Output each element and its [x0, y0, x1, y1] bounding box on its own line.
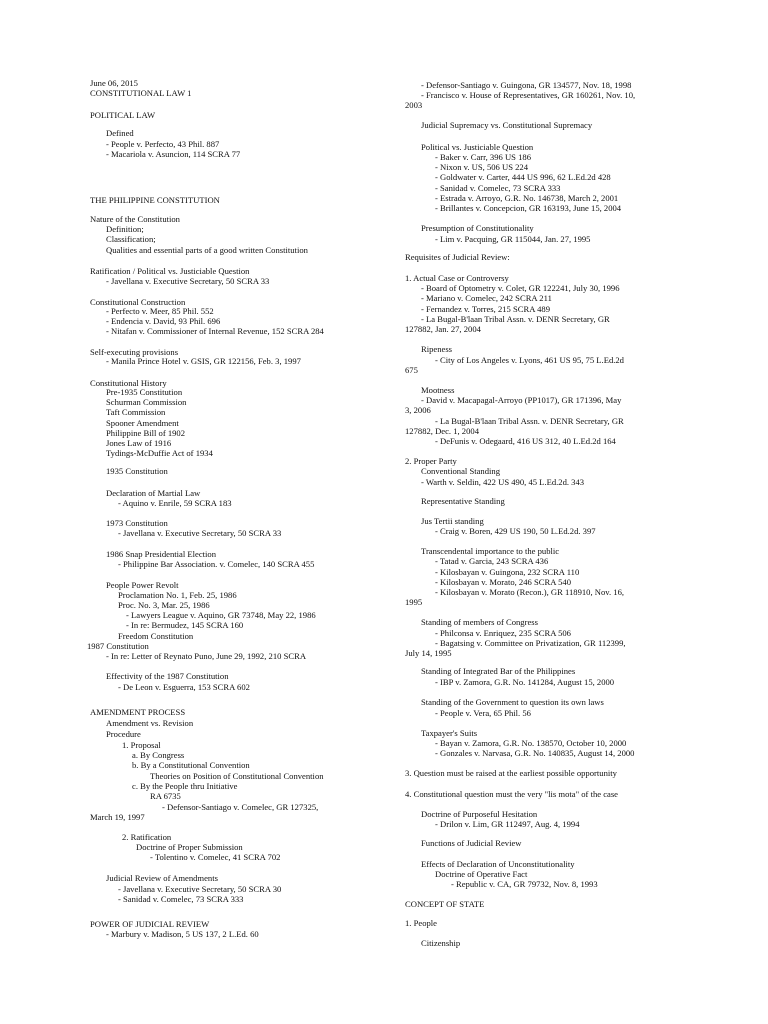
right-line-675: 675	[405, 365, 418, 375]
left-line-philippine-bar-association-v-comelec-140: - Philippine Bar Association. v. Comelec, 140 SCRA 455	[118, 559, 315, 569]
right-line-ibp-v-zamora-g-r-no-141284-august-15-200: - IBP v. Zamora, G.R. No. 141284, August 15, 2000	[435, 677, 615, 687]
left-line-javellana-v-executive-secretary-50-scra-: - Javellana v. Executive Secretary, 50 SCRA 30	[118, 884, 282, 894]
left-line-1987-constitution: 1987 Constitution	[87, 641, 149, 651]
left-line-1-proposal: 1. Proposal	[122, 740, 161, 750]
left-line-theories-on-position-of-constitutional-c: Theories on Position of Constitutional Convention	[150, 771, 324, 781]
right-line-1995: 1995	[405, 597, 423, 607]
left-line-constitutional-construction: Constitutional Construction	[90, 297, 186, 307]
right-line-3-2006: 3, 2006	[405, 405, 431, 415]
right-line-tatad-v-garcia-243-scra-436: - Tatad v. Garcia, 243 SCRA 436	[435, 556, 549, 566]
right-line-standing-of-the-government-to-question-i: Standing of the Government to question its own laws	[421, 697, 604, 707]
right-line-estrada-v-arroyo-g-r-no-146738-march-2-2: - Estrada v. Arroyo, G.R. No. 146738, March 2, 2001	[435, 193, 619, 203]
right-line-philconsa-v-enriquez-235-scra-506: - Philconsa v. Enriquez, 235 SCRA 506	[435, 628, 571, 638]
right-line-conventional-standing: Conventional Standing	[421, 466, 501, 476]
left-line-2-ratification: 2. Ratification	[122, 832, 172, 842]
right-line-presumption-of-constitutionality: Presumption of Constitutionality	[421, 223, 534, 233]
left-line-in-re-bermudez-145-scra-160: - In re: Bermudez, 145 SCRA 160	[126, 620, 244, 630]
left-line-constitutional-history: Constitutional History	[90, 378, 167, 388]
right-line-craig-v-boren-429-us-190-50-l-ed-2d-397: - Craig v. Boren, 429 US 190, 50 L.Ed.2d. 397	[435, 526, 596, 536]
right-line-functions-of-judicial-review: Functions of Judicial Review	[421, 838, 522, 848]
left-line-amendment-vs-revision: Amendment vs. Revision	[106, 718, 194, 728]
left-line-a-by-congress: a. By Congress	[132, 750, 185, 760]
right-line-1-actual-case-or-controversy: 1. Actual Case or Controversy	[405, 273, 509, 283]
left-line-ra-6735: RA 6735	[150, 791, 181, 801]
left-line-manila-prince-hotel-v-gsis-gr-122156-feb: - Manila Prince Hotel v. GSIS, GR 122156, Feb. 3, 1997	[106, 356, 301, 366]
left-line-judicial-review-of-amendments: Judicial Review of Amendments	[106, 873, 218, 883]
right-line-concept-of-state: CONCEPT OF STATE	[405, 899, 485, 909]
left-line-procedure: Procedure	[106, 729, 141, 739]
left-line-people-v-perfecto-43-phil-887: - People v. Perfecto, 43 Phil. 887	[106, 139, 220, 149]
left-line-taft-commission: Taft Commission	[106, 407, 166, 417]
right-line-4-constitutional-question-must-the-very-: 4. Constitutional question must the very "lis mota" of the case	[405, 789, 618, 799]
right-line-francisco-v-house-of-representatives-gr-: - Francisco v. House of Representatives, GR 160261, Nov. 10,	[421, 90, 636, 100]
left-line-amendment-process: AMENDMENT PROCESS	[90, 707, 186, 717]
left-line-jones-law-of-1916: Jones Law of 1916	[106, 438, 172, 448]
left-line-tydings-mcduffie-act-of-1934: Tydings-McDuffie Act of 1934	[106, 448, 213, 458]
left-line-effectivity-of-the-1987-constitution: Effectivity of the 1987 Constitution	[106, 671, 229, 681]
left-line-declaration-of-martial-law: Declaration of Martial Law	[106, 488, 201, 498]
right-line-kilosbayan-v-morato-recon-gr-118910-nov-: - Kilosbayan v. Morato (Recon.), GR 118910, Nov. 16,	[435, 587, 625, 597]
right-line-3-question-must-be-raised-at-the-earlies: 3. Question must be raised at the earliest possible opportunity	[405, 768, 617, 778]
right-line-defunis-v-odegaard-416-us-312-40-l-ed-2d: - DeFunis v. Odegaard, 416 US 312, 40 L.Ed.2d 164	[435, 436, 616, 446]
right-line-taxpayer-s-suits: Taxpayer's Suits	[421, 728, 478, 738]
left-line-ratification-political-vs-justiciable-qu: Ratification / Political vs. Justiciable Question	[90, 266, 250, 276]
left-line-classification: Classification;	[106, 234, 156, 244]
left-line-philippine-bill-of-1902: Philippine Bill of 1902	[106, 428, 186, 438]
left-line-aquino-v-enrile-59-scra-183: - Aquino v. Enrile, 59 SCRA 183	[118, 498, 232, 508]
right-line-goldwater-v-carter-444-us-996-62-l-ed-2d: - Goldwater v. Carter, 444 US 996, 62 L.Ed.2d 428	[435, 172, 611, 182]
left-line-de-leon-v-esguerra-153-scra-602: - De Leon v. Esguerra, 153 SCRA 602	[118, 682, 250, 692]
right-line-drilon-v-lim-gr-112497-aug-4-1994: - Drilon v. Lim, GR 112497, Aug. 4, 1994	[435, 819, 580, 829]
right-line-jus-tertii-standing: Jus Tertii standing	[421, 516, 484, 526]
right-line-july-14-1995: July 14, 1995	[405, 648, 452, 658]
right-line-doctrine-of-purposeful-hesitation: Doctrine of Purposeful Hesitation	[421, 809, 538, 819]
right-line-david-v-macapagal-arroyo-pp1017-gr-17139: - David v. Macapagal-Arroyo (PP1017), GR 171396, May	[421, 395, 622, 405]
left-line-defined: Defined	[106, 128, 134, 138]
left-line-1986-snap-presidential-election: 1986 Snap Presidential Election	[106, 549, 217, 559]
right-line-ripeness: Ripeness	[421, 344, 453, 354]
right-line-lim-v-pacquing-gr-115044-jan-27-1995: - Lim v. Pacquing, GR 115044, Jan. 27, 1995	[435, 234, 591, 244]
left-line-defensor-santiago-v-comelec-gr-127325: - Defensor-Santiago v. Comelec, GR 127325,	[162, 802, 319, 812]
left-line-people-power-revolt: People Power Revolt	[106, 580, 179, 590]
right-line-people-v-vera-65-phil-56: - People v. Vera, 65 Phil. 56	[435, 708, 531, 718]
left-line-lawyers-league-v-aquino-gr-73748-may-22-: - Lawyers League v. Aquino, GR 73748, May 22, 1986	[126, 610, 316, 620]
right-line-bagatsing-v-committee-on-privatization-g: - Bagatsing v. Committee on Privatization, GR 112399,	[435, 638, 626, 648]
left-line-freedom-constitution: Freedom Constitution	[118, 631, 194, 641]
right-line-board-of-optometry-v-colet-gr-122241-jul: - Board of Optometry v. Colet, GR 122241, July 30, 1996	[421, 283, 620, 293]
right-line-gonzales-v-narvasa-g-r-no-140835-august-: - Gonzales v. Narvasa, G.R. No. 140835, August 14, 2000	[435, 748, 635, 758]
right-line-la-bugal-b-laan-tribal-assn-v-denr-secre: - La Bugal-B'laan Tribal Assn. v. DENR Secretary, GR	[421, 314, 610, 324]
left-line-constitutional-law-1: CONSTITUTIONAL LAW 1	[90, 88, 192, 98]
right-line-mariano-v-comelec-242-scra-211: - Mariano v. Comelec, 242 SCRA 211	[421, 293, 552, 303]
right-line-kilosbayan-v-guingona-232-scra-110: - Kilosbayan v. Guingona, 232 SCRA 110	[435, 567, 580, 577]
left-line-nature-of-the-constitution: Nature of the Constitution	[90, 214, 180, 224]
left-line-1973-constitution: 1973 Constitution	[106, 518, 168, 528]
left-line-proclamation-no-1-feb-25-1986: Proclamation No. 1, Feb. 25, 1986	[118, 590, 237, 600]
left-line-marbury-v-madison-5-us-137-2-l-ed-60: - Marbury v. Madison, 5 US 137, 2 L.Ed. 60	[106, 929, 259, 939]
right-line-1-people: 1. People	[405, 918, 437, 928]
left-line-1935-constitution: 1935 Constitution	[106, 466, 168, 476]
right-line-standing-of-members-of-congress: Standing of members of Congress	[421, 617, 538, 627]
left-line-power-of-judicial-review: POWER OF JUDICIAL REVIEW	[90, 919, 210, 929]
right-line-citizenship: Citizenship	[421, 938, 461, 948]
right-line-baker-v-carr-396-us-186: - Baker v. Carr, 396 US 186	[435, 152, 531, 162]
right-line-fernandez-v-torres-215-scra-489: - Fernandez v. Torres, 215 SCRA 489	[421, 304, 551, 314]
right-line-2003: 2003	[405, 100, 423, 110]
left-line-tolentino-v-comelec-41-scra-702: - Tolentino v. Comelec, 41 SCRA 702	[150, 852, 281, 862]
left-line-definition: Definition;	[106, 224, 144, 234]
right-line-defensor-santiago-v-guingona-gr-134577-n: - Defensor-Santiago v. Guingona, GR 134577, Nov. 18, 1998	[421, 80, 632, 90]
left-line-javellana-v-executive-secretary-50-scra-: - Javellana v. Executive Secretary, 50 SCRA 33	[106, 276, 270, 286]
right-line-requisites-of-judicial-review: Requisites of Judicial Review:	[405, 252, 510, 262]
right-line-127882-dec-1-2004: 127882, Dec. 1, 2004	[405, 426, 479, 436]
left-line-political-law: POLITICAL LAW	[90, 110, 156, 120]
left-line-the-philippine-constitution: THE PHILIPPINE CONSTITUTION	[90, 195, 220, 205]
left-line-schurman-commission: Schurman Commission	[106, 397, 187, 407]
right-line-la-bugal-b-laan-tribal-assn-v-denr-secre: - La Bugal-B'laan Tribal Assn. v. DENR Secretary, GR	[435, 416, 624, 426]
left-line-in-re-letter-of-reynato-puno-june-29-199: - In re: Letter of Reynato Puno, June 29, 1992, 210 SCRA	[106, 651, 307, 661]
left-line-b-by-a-constitutional-convention: b. By a Constitutional Convention	[132, 760, 250, 770]
left-line-june-06-2015: June 06, 2015	[90, 78, 138, 88]
right-line-representative-standing: Representative Standing	[421, 496, 505, 506]
left-line-nitafan-v-commissioner-of-internal-reven: - Nitafan v. Commissioner of Internal Revenue, 152 SCRA 284	[106, 326, 324, 336]
left-line-qualities-and-essential-parts-of-a-good-: Qualities and essential parts of a good written Constitution	[106, 245, 308, 255]
right-line-transcendental-importance-to-the-public: Transcendental importance to the public	[421, 546, 560, 556]
right-line-republic-v-ca-gr-79732-nov-8-1993: - Republic v. CA, GR 79732, Nov. 8, 1993	[451, 879, 598, 889]
left-line-perfecto-v-meer-85-phil-552: - Perfecto v. Meer, 85 Phil. 552	[106, 306, 214, 316]
right-line-judicial-supremacy-vs-constitutional-sup: Judicial Supremacy vs. Constitutional Supremacy	[421, 120, 593, 130]
right-line-bayan-v-zamora-g-r-no-138570-october-10-: - Bayan v. Zamora, G.R. No. 138570, October 10, 2000	[435, 738, 627, 748]
right-line-political-vs-justiciable-question: Political vs. Justiciable Question	[421, 142, 534, 152]
left-line-doctrine-of-proper-submission: Doctrine of Proper Submission	[136, 842, 243, 852]
right-line-sanidad-v-comelec-73-scra-333: - Sanidad v. Comelec, 73 SCRA 333	[435, 183, 561, 193]
left-line-march-19-1997: March 19, 1997	[90, 812, 145, 822]
right-line-127882-jan-27-2004: 127882, Jan. 27, 2004	[405, 324, 481, 334]
left-line-c-by-the-people-thru-initiative: c. By the People thru Initiative	[132, 781, 238, 791]
right-line-warth-v-seldin-422-us-490-45-l-ed-2d-343: - Warth v. Seldin, 422 US 490, 45 L.Ed.2d. 343	[421, 477, 585, 487]
right-line-mootness: Mootness	[421, 385, 455, 395]
left-line-pre-1935-constitution: Pre-1935 Constitution	[106, 387, 183, 397]
right-line-brillantes-v-concepcion-gr-163193-june-1: - Brillantes v. Concepcion, GR 163193, June 15, 2004	[435, 203, 622, 213]
left-line-javellana-v-executive-secretary-50-scra-: - Javellana v. Executive Secretary, 50 SCRA 33	[118, 528, 282, 538]
right-line-effects-of-declaration-of-unconstitution: Effects of Declaration of Unconstitutionality	[421, 859, 575, 869]
right-line-doctrine-of-operative-fact: Doctrine of Operative Fact	[435, 869, 528, 879]
left-line-self-executing-provisions: Self-executing provisions	[90, 347, 179, 357]
right-line-standing-of-integrated-bar-of-the-philip: Standing of Integrated Bar of the Philippines	[421, 666, 576, 676]
left-line-proc-no-3-mar-25-1986: Proc. No. 3, Mar. 25, 1986	[118, 600, 210, 610]
left-line-spooner-amendment: Spooner Amendment	[106, 418, 179, 428]
left-line-endencia-v-david-93-phil-696: - Endencia v. David, 93 Phil. 696	[106, 316, 221, 326]
left-line-sanidad-v-comelec-73-scra-333: - Sanidad v. Comelec, 73 SCRA 333	[118, 894, 244, 904]
right-line-city-of-los-angeles-v-lyons-461-us-95-75: - City of Los Angeles v. Lyons, 461 US 95, 75 L.Ed.2d	[435, 355, 624, 365]
right-line-kilosbayan-v-morato-246-scra-540: - Kilosbayan v. Morato, 246 SCRA 540	[435, 577, 571, 587]
left-line-macariola-v-asuncion-114-scra-77: - Macariola v. Asuncion, 114 SCRA 77	[106, 149, 241, 159]
right-line-2-proper-party: 2. Proper Party	[405, 456, 457, 466]
right-line-nixon-v-us-506-us-224: - Nixon v. US, 506 US 224	[435, 162, 529, 172]
